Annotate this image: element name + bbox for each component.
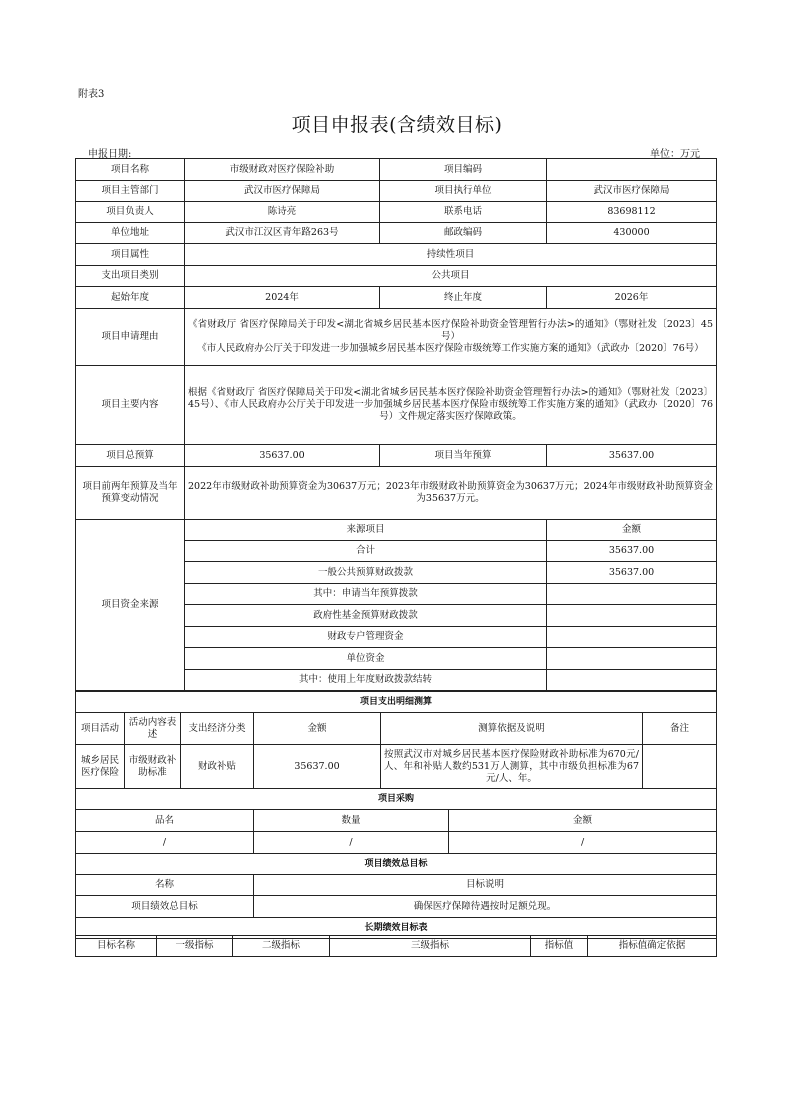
end-year-value: 2026年 (547, 287, 717, 309)
budget-change-label: 项目前两年预算及当年预算变动情况 (76, 467, 185, 520)
declaration-date-label: 申报日期: (88, 149, 132, 160)
funding-row-name: 财政专户管理资金 (185, 627, 547, 648)
leader-label: 项目负责人 (76, 202, 185, 223)
address-value: 武汉市江汉区青年路263号 (185, 223, 380, 244)
project-code-value (547, 159, 717, 181)
funding-row-amount: 35637.00 (547, 562, 717, 584)
performance-name-header: 名称 (76, 875, 254, 896)
target-name-header: 目标名称 (76, 936, 157, 957)
postcode-value: 430000 (547, 223, 717, 244)
funding-row-amount (547, 584, 717, 605)
project-name-value: 市级财政对医疗保险补助 (185, 159, 380, 181)
funding-amount-header: 金额 (547, 520, 717, 541)
long-term-section-title: 长期绩效目标表 (76, 918, 717, 939)
procurement-amount-value: / (449, 832, 717, 854)
level1-header: 一级指标 (157, 936, 233, 957)
funding-row-name: 单位资金 (185, 648, 547, 670)
activity-desc-header: 活动内容表述 (125, 713, 181, 745)
address-label: 单位地址 (76, 223, 185, 244)
funding-row-name: 一般公共预算财政拨款 (185, 562, 547, 584)
funding-row-amount: 35637.00 (547, 541, 717, 562)
phone-value: 83698112 (547, 202, 717, 223)
expense-type-value: 公共项目 (185, 266, 717, 287)
level2-header: 二级指标 (233, 936, 330, 957)
funding-row-name: 政府性基金预算财政拨款 (185, 605, 547, 627)
performance-desc-header: 目标说明 (254, 875, 717, 896)
amount-value: 35637.00 (254, 745, 381, 789)
page-title: 项目申报表(含绩效目标) (291, 114, 503, 136)
postcode-label: 邮政编码 (380, 223, 547, 244)
current-budget-label: 项目当年预算 (380, 445, 547, 467)
reason-label: 项目申请理由 (76, 309, 185, 366)
content-label: 项目主要内容 (76, 366, 185, 445)
phone-label: 联系电话 (380, 202, 547, 223)
current-budget-value: 35637.00 (547, 445, 717, 467)
note-header: 备注 (643, 713, 717, 745)
attribute-label: 项目属性 (76, 244, 185, 266)
funding-row-amount (547, 605, 717, 627)
activity-desc-value: 市级财政补助标准 (125, 745, 181, 789)
level3-header: 三级指标 (330, 936, 531, 957)
budget-change-value: 2022年市级财政补助预算资金为30637万元；2023年市级财政补助预算资金为30637万元；2024年市级财政补助预算资金为35637万元。 (185, 467, 717, 520)
project-code-label: 项目编码 (380, 159, 547, 181)
content-value: 根据《省财政厅 省医疗保障局关于印发<湖北省城乡居民基本医疗保险补助资金管理暂行办法>的通知》（鄂财社发〔2023〕45号）、《市人民政府办公厅关于印发进一步加强城乡居民基本医疗保险市级统筹工作实施方案的通知》（武政办〔2020〕76号）文件规定落实医疗保障政策。 (185, 366, 717, 445)
funding-label: 项目资金来源 (76, 520, 185, 691)
project-name-label: 项目名称 (76, 159, 185, 181)
long-term-target-table (75, 935, 717, 957)
project-basic-table (75, 158, 717, 691)
unit-label: 单位：万元 (650, 149, 700, 160)
procurement-qty-header: 数量 (254, 810, 449, 832)
funding-row-amount (547, 648, 717, 670)
procurement-qty-value: / (254, 832, 449, 854)
procurement-section-title: 项目采购 (76, 789, 717, 810)
dept-value: 武汉市医疗保障局 (185, 181, 380, 202)
econ-class-header: 支出经济分类 (181, 713, 254, 745)
performance-section-title: 项目绩效总目标 (76, 854, 717, 875)
performance-goal-value: 确保医疗保障待遇按时足额兑现。 (254, 896, 717, 918)
procurement-name-value: / (76, 832, 254, 854)
expense-type-label: 支出项目类别 (76, 266, 185, 287)
appendix-label: 附表3 (78, 89, 105, 100)
funding-row-amount (547, 627, 717, 648)
funding-row-name: 合计 (185, 541, 547, 562)
funding-row-name: 其中：使用上年度财政拨款结转 (185, 670, 547, 691)
target-basis-header: 指标值确定依据 (588, 936, 717, 957)
note-value (643, 745, 717, 789)
procurement-amount-header: 金额 (449, 810, 717, 832)
reason-value: 《省财政厅 省医疗保障局关于印发<湖北省城乡居民基本医疗保险补助资金管理暂行办法>的通知》（鄂财社发〔2023〕45号） 《市人民政府办公厅关于印发进一步加强城乡居民基本医疗保险市级统筹工作实施方案的通知》（武政办〔2020〕76号） (185, 309, 717, 366)
basis-value: 按照武汉市对城乡居民基本医疗保险财政补助标准为670元/人、年和补贴人数约531万人测算，其中市级负担标准为67元/人、年。 (381, 745, 643, 789)
leader-value: 陈诗亮 (185, 202, 380, 223)
total-budget-value: 35637.00 (185, 445, 380, 467)
procurement-name-header: 品名 (76, 810, 254, 832)
activity-header: 项目活动 (76, 713, 125, 745)
activity-value: 城乡居民医疗保险 (76, 745, 125, 789)
expense-detail-table (75, 691, 717, 939)
exec-unit-value: 武汉市医疗保障局 (547, 181, 717, 202)
start-year-value: 2024年 (185, 287, 380, 309)
funding-row-name: 其中：申请当年预算拨款 (185, 584, 547, 605)
amount-header: 金额 (254, 713, 381, 745)
target-value-header: 指标值 (531, 936, 588, 957)
funding-source-header: 来源项目 (185, 520, 547, 541)
exec-unit-label: 项目执行单位 (380, 181, 547, 202)
econ-class-value: 财政补贴 (181, 745, 254, 789)
dept-label: 项目主管部门 (76, 181, 185, 202)
total-budget-label: 项目总预算 (76, 445, 185, 467)
expense-detail-section-title: 项目支出明细测算 (76, 692, 717, 713)
attribute-value: 持续性项目 (185, 244, 717, 266)
start-year-label: 起始年度 (76, 287, 185, 309)
performance-goal-label: 项目绩效总目标 (76, 896, 254, 918)
end-year-label: 终止年度 (380, 287, 547, 309)
funding-row-amount (547, 670, 717, 691)
basis-header: 测算依据及说明 (381, 713, 643, 745)
